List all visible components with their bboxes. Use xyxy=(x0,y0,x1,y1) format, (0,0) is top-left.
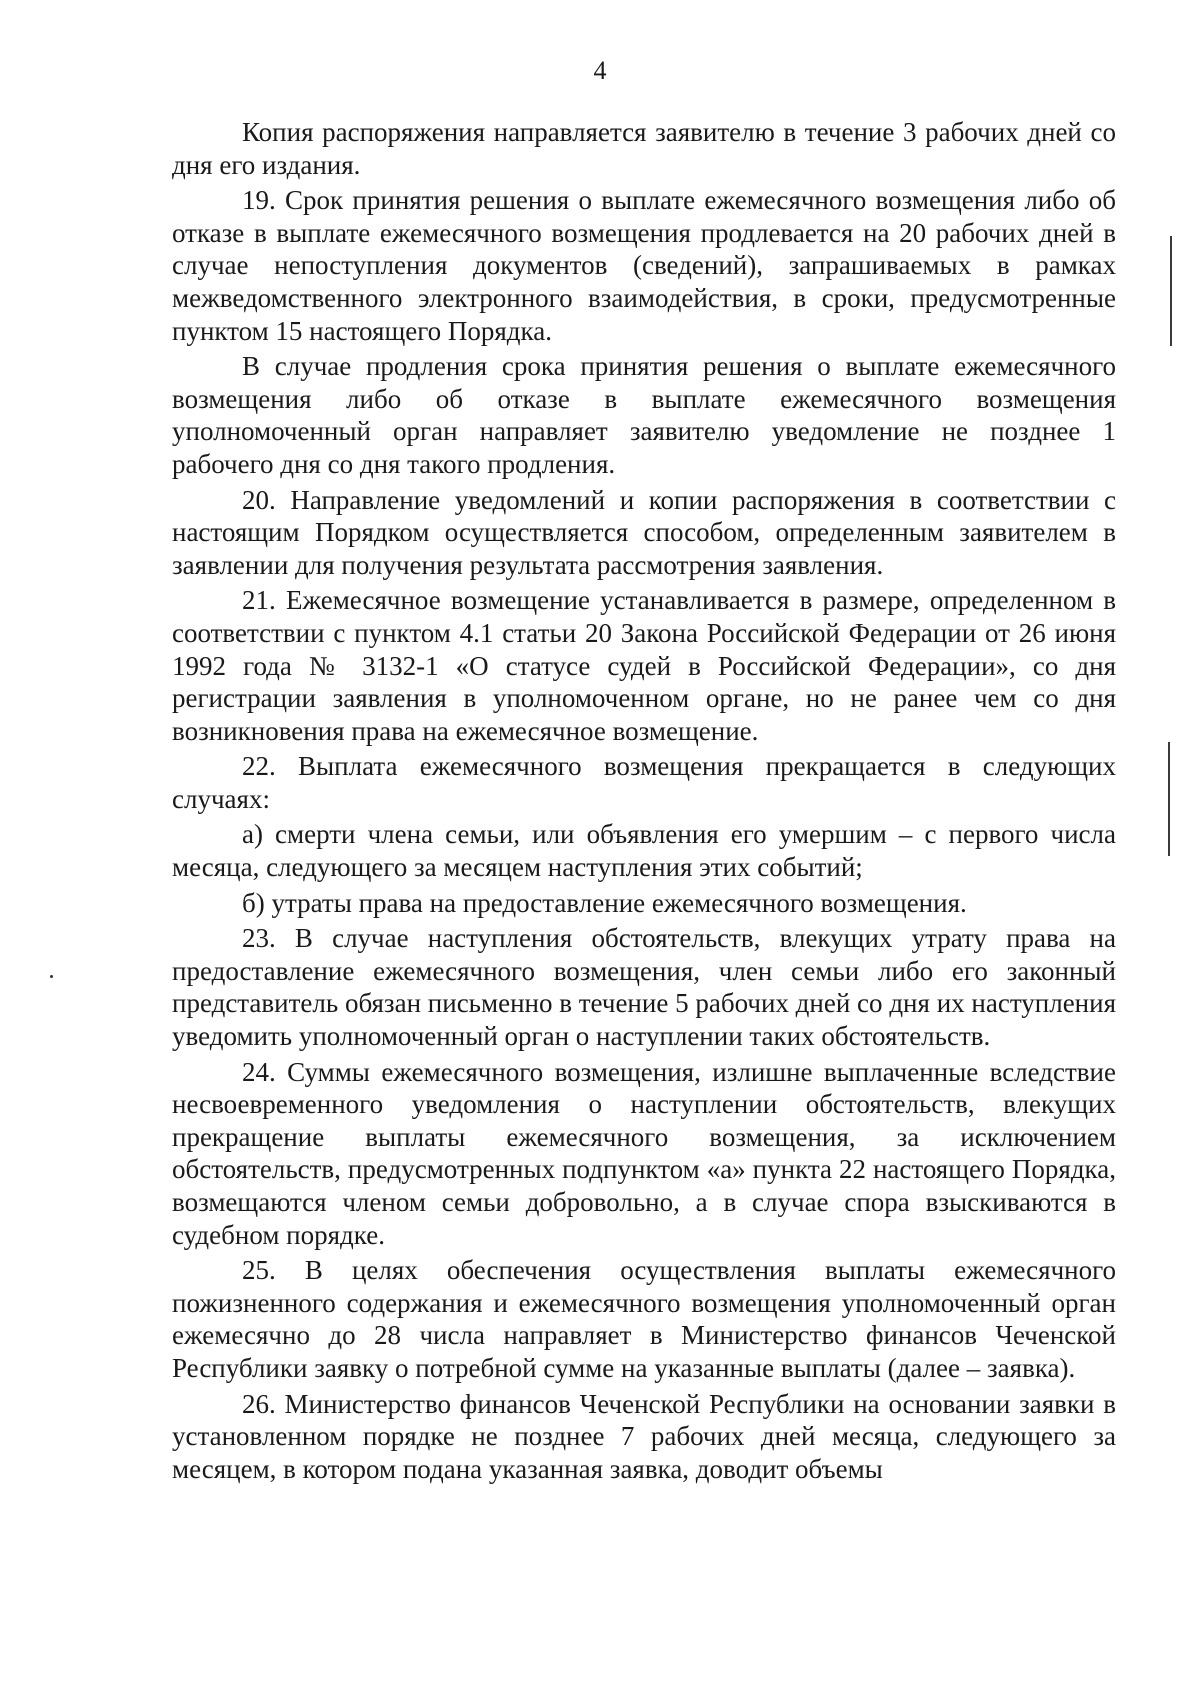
paragraph-24: 24. Суммы ежемесячного возмещения, излишне выплаченные вследствие несвоевременного уведомления о наступлении обстоятельств, влекущих прекращение выплаты ежемесячного возмещения, за исключением обстоятельств, предусмотренных подпунктом «а» пункта 22 настоящего Порядка, возмещаются членом семьи добровольно, а в случае спора взыскиваются в судебном порядке. xyxy=(172,1056,1116,1250)
paragraph-copy-of-order: Копия распоряжения направляется заявителю в течение 3 рабочих дней со дня его издания. xyxy=(172,117,1116,180)
paragraph-22-a: а) смерти члена семьи, или объявления его умершим – с первого числа месяца, следующего за месяцем наступления этих событий; xyxy=(172,819,1116,883)
paragraph-22-b: б) утраты права на предоставление ежемесячного возмещения. xyxy=(242,887,967,918)
page-number: 4 xyxy=(593,56,607,85)
paragraph-22: 22. Выплата ежемесячного возмещения прекращается в следующих случаях: xyxy=(172,751,1116,814)
document-body xyxy=(172,116,1116,1485)
paragraph-21: 21. Ежемесячное возмещение устанавливается в размере, определенном в соответствии с пунктом 4.1 статьи 20 Закона Российской Федерации от 26 июня 1992 года № 3132-1 «О статусе судей в Российской Федерации», со дня регистрации заявления в уполномоченном органе, но не ранее чем со дня возникновения права на ежемесячное возмещение. xyxy=(172,585,1116,746)
paragraph-26: 26. Министерство финансов Чеченской Республики на основании заявки в установленном порядке не позднее 7 рабочих дней месяца, следующего за месяцем, в котором подана указанная заявка, доводит объемы xyxy=(172,1388,1116,1484)
scan-mark xyxy=(1170,236,1172,346)
paragraph-extension-notice: В случае продления срока принятия решения о выплате ежемесячного возмещения либо об отказе в выплате ежемесячного возмещения уполномоченный орган направляет заявителю уведомление не позднее 1 рабочего дня со дня такого продления. xyxy=(172,351,1116,479)
scan-speck xyxy=(50,975,53,978)
paragraph-20: 20. Направление уведомлений и копии распоряжения в соответствии с настоящим Порядком осуществляется способом, определенным заявителем в заявлении для получения результата рассмотрения заявления. xyxy=(172,484,1116,580)
scan-mark xyxy=(1168,742,1170,856)
paragraph-23: 23. В случае наступления обстоятельств, влекущих утрату права на предоставление ежемесячного возмещения, член семьи либо его законный представитель обязан письменно в течение 5 рабочих дней со дня их наступления уведомить уполномоченный орган о наступлении таких обстоятельств. xyxy=(172,923,1116,1052)
paragraph-25: 25. В целях обеспечения осуществления выплаты ежемесячного пожизненного содержания и ежемесячного возмещения уполномоченный орган ежемесячно до 28 числа направляет в Министерство финансов Чеченской Республики заявку о потребной сумме на указанные выплаты (далее – заявка). xyxy=(172,1255,1116,1383)
paragraph-19: 19. Срок принятия решения о выплате ежемесячного возмещения либо об отказе в выплате ежемесячного возмещения продлевается на 20 рабочих дней в случае непоступления документов (сведений), запрашиваемых в рамках межведомственного электронного взаимодействия, в сроки, предусмотренные пунктом 15 настоящего Порядка. xyxy=(172,185,1116,346)
